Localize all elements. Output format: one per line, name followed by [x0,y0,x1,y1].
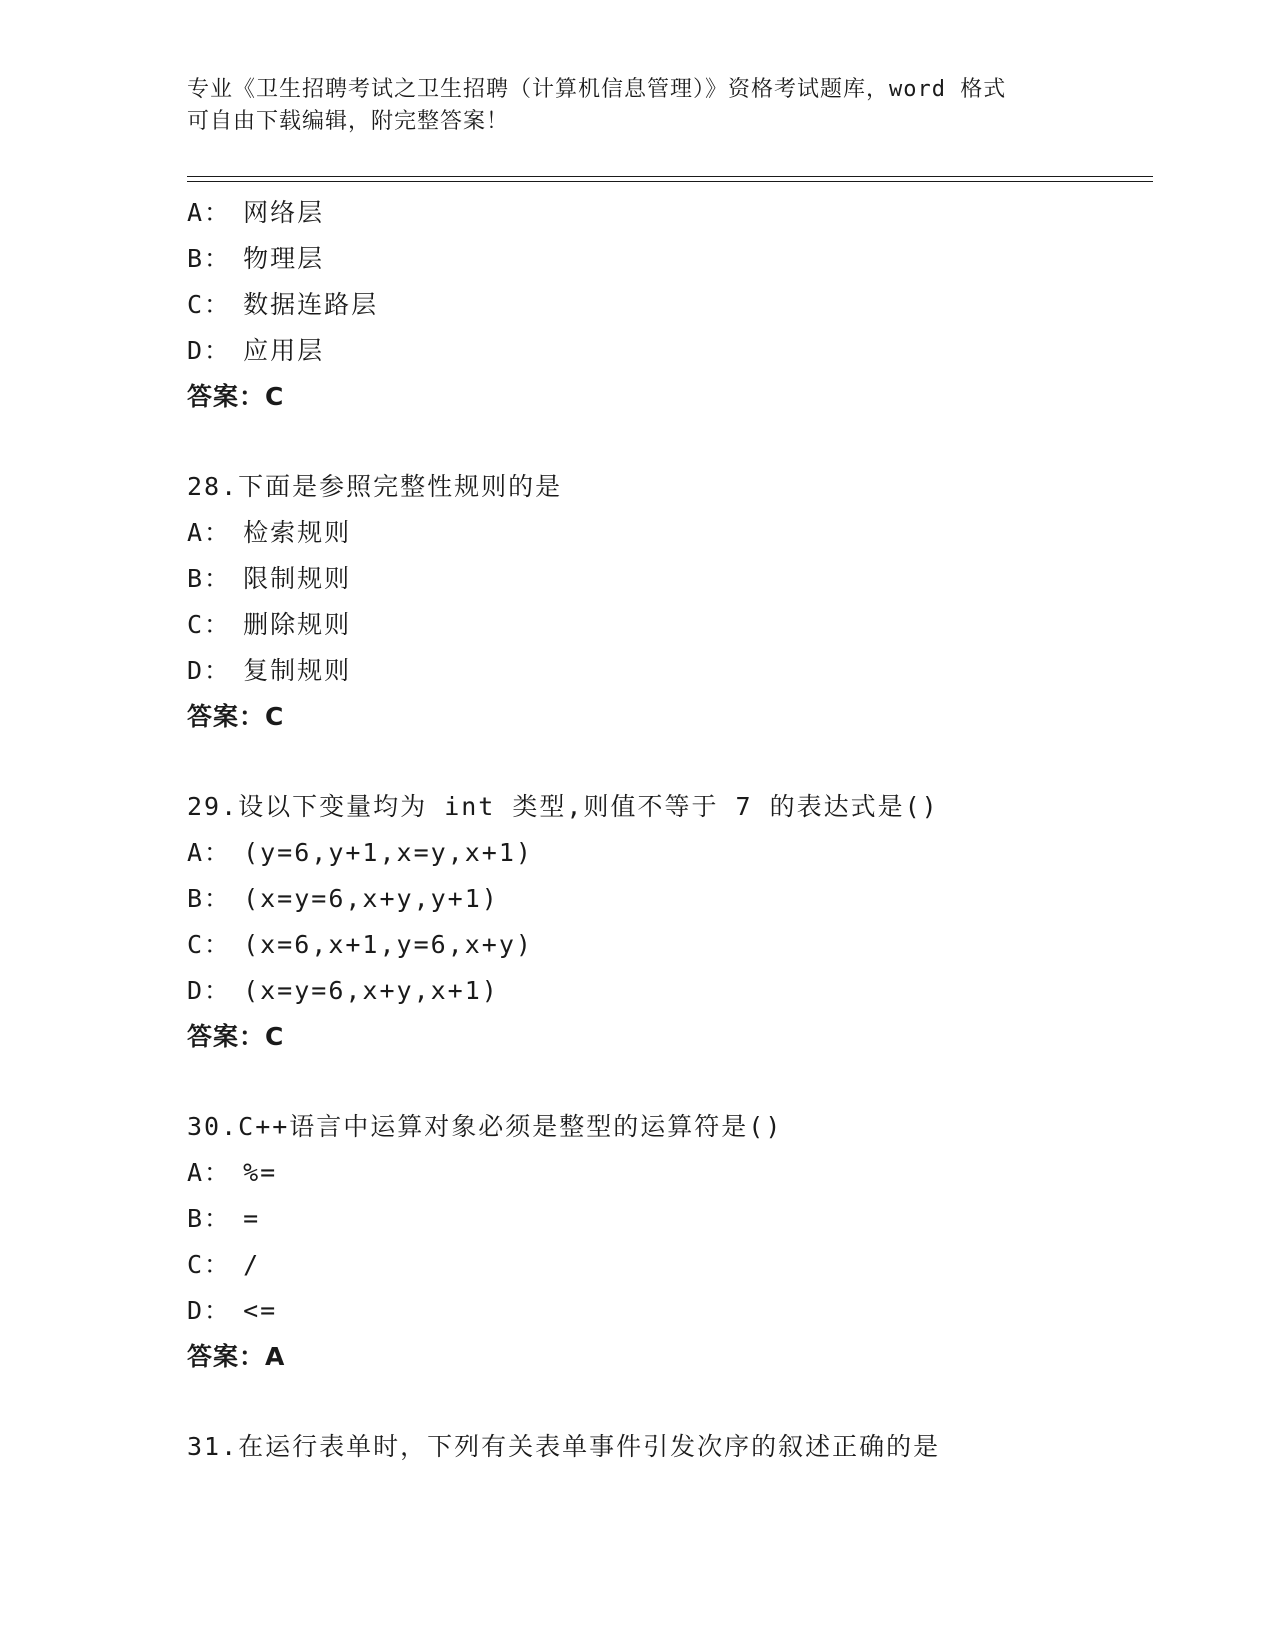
question-text: 28.下面是参照完整性规则的是 [187,472,563,501]
option-label: A： [187,838,232,867]
option-c [187,602,1153,648]
option-text: <= [243,1296,278,1325]
option-label: A： [187,518,232,547]
document-header [187,74,1067,138]
header-rule-top [187,176,1153,177]
header-rule-bottom [187,181,1153,182]
question-text: 29.设以下变量均为 int 类型,则值不等于 7 的表达式是() [187,792,939,821]
answer-line: 答案：C [187,702,285,731]
option-d [187,328,1153,374]
option-label: A： [187,198,232,227]
option-d [187,1288,1153,1334]
option-a [187,190,1153,236]
option-text: / [243,1250,261,1279]
option-label: C： [187,610,232,639]
header-line-1: 专业《卫生招聘考试之卫生招聘（计算机信息管理）》资格考试题库，word 格式 [187,77,1007,102]
answer-line: 答案：C [187,382,285,411]
option-text: 网络层 [243,198,325,227]
option-text: 复制规则 [243,656,352,685]
option-c [187,922,1153,968]
option-c [187,1242,1153,1288]
option-label: B： [187,564,232,593]
option-text: %= [243,1158,278,1187]
option-label: B： [187,1204,232,1233]
option-label: D： [187,1296,232,1325]
option-label: B： [187,244,232,273]
option-text: 物理层 [243,244,325,273]
question-block-27 [187,190,1153,420]
question-list [187,190,1153,1470]
option-label: C： [187,930,232,959]
option-text: 数据连路层 [243,290,379,319]
option-label: D： [187,976,232,1005]
option-d [187,648,1153,694]
option-text: 检索规则 [243,518,352,547]
option-b [187,876,1153,922]
option-a [187,830,1153,876]
option-a [187,510,1153,556]
option-b [187,236,1153,282]
option-d [187,968,1153,1014]
answer-line: 答案：A [187,1342,286,1371]
option-text: = [243,1204,261,1233]
option-text: (y=6,y+1,x=y,x+1) [243,838,533,867]
option-label: D： [187,336,232,365]
option-text: 应用层 [243,336,325,365]
option-label: C： [187,1250,232,1279]
option-text: 限制规则 [243,564,352,593]
question-block-29 [187,784,1153,1060]
option-label: B： [187,884,232,913]
answer-line: 答案：C [187,1022,285,1051]
option-label: C： [187,290,232,319]
question-block-28 [187,464,1153,740]
question-block-30 [187,1104,1153,1380]
question-text: 31.在运行表单时，下列有关表单事件引发次序的叙述正确的是 [187,1432,941,1461]
option-c [187,282,1153,328]
option-b [187,1196,1153,1242]
option-text: (x=y=6,x+y,x+1) [243,976,499,1005]
option-label: A： [187,1158,232,1187]
question-block-31 [187,1424,1153,1470]
question-text: 30.C++语言中运算对象必须是整型的运算符是() [187,1112,783,1141]
header-line-2: 可自由下载编辑，附完整答案！ [187,109,510,134]
option-text: (x=6,x+1,y=6,x+y) [243,930,533,959]
option-label: D： [187,656,232,685]
option-a [187,1150,1153,1196]
option-text: 删除规则 [243,610,352,639]
option-text: (x=y=6,x+y,y+1) [243,884,499,913]
option-b [187,556,1153,602]
